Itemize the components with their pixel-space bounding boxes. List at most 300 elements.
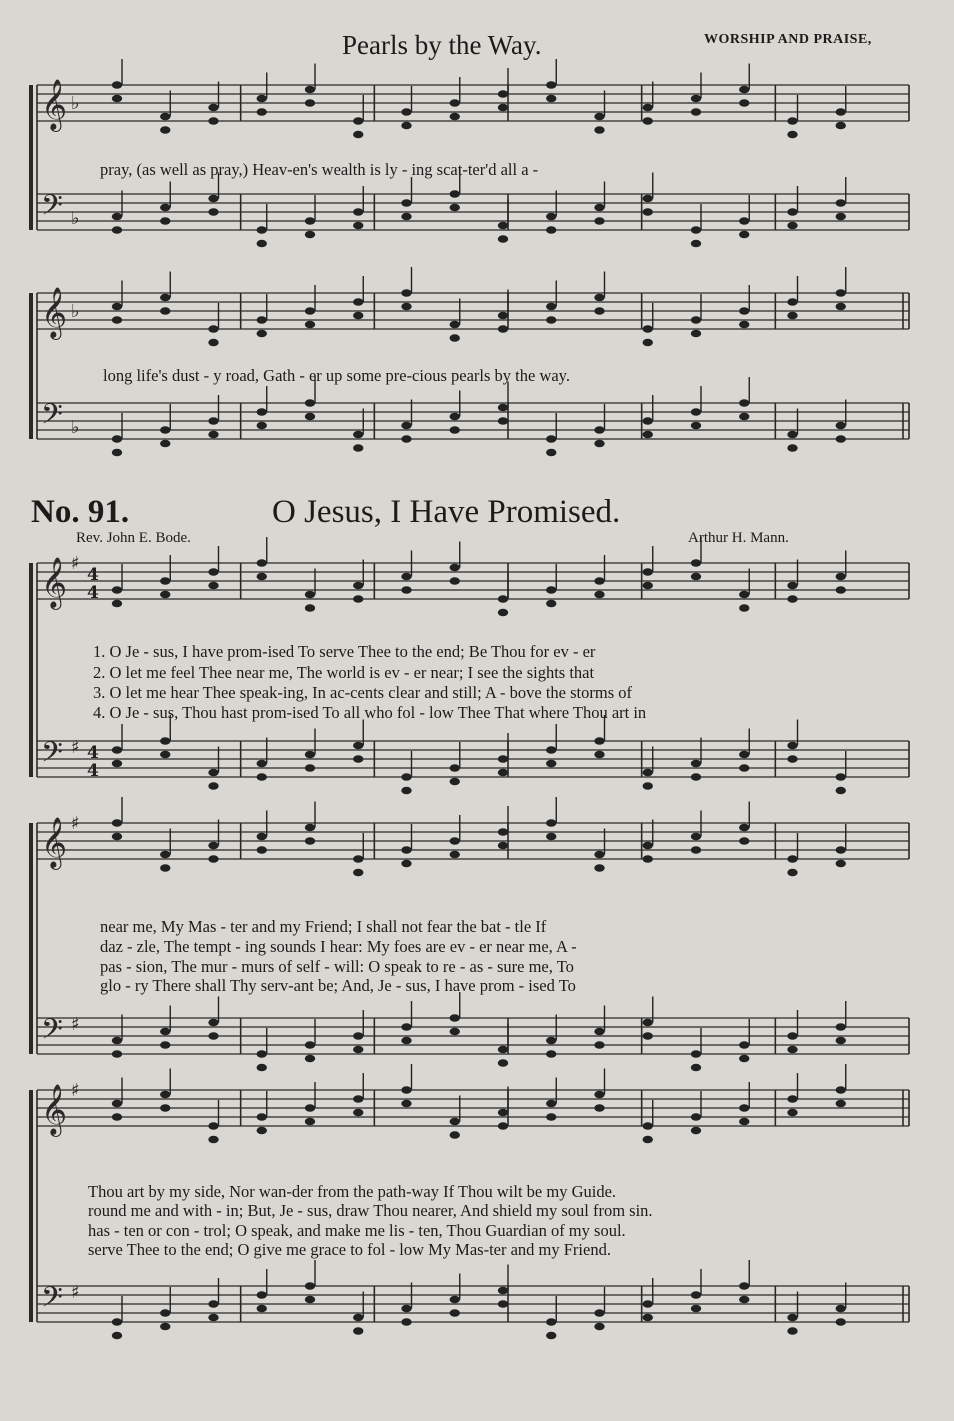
note-head — [112, 819, 122, 827]
note-head — [643, 568, 653, 576]
note-head — [787, 312, 797, 320]
note-head — [257, 226, 267, 234]
note-head — [739, 86, 749, 94]
note-head — [739, 751, 749, 759]
note-head — [305, 824, 315, 832]
note-head — [450, 851, 460, 859]
note-head — [450, 577, 460, 585]
note-head — [353, 208, 363, 216]
note-head — [787, 222, 797, 230]
note-head — [208, 1300, 218, 1308]
note-head — [787, 869, 797, 877]
note-head — [305, 604, 315, 612]
note-head — [739, 764, 749, 772]
note-head — [208, 842, 218, 850]
note-head — [208, 1032, 218, 1040]
note-head — [257, 760, 267, 768]
note-head — [257, 559, 267, 567]
note-head — [498, 1300, 508, 1308]
note-head — [594, 204, 604, 212]
note-head — [643, 1122, 653, 1130]
song-title-top: Pearls by the Way. — [342, 30, 542, 60]
note-head — [787, 582, 797, 590]
note-head — [112, 435, 122, 443]
note-head — [305, 1055, 315, 1063]
note-head — [546, 1113, 556, 1121]
note-head — [112, 316, 122, 324]
note-head — [739, 217, 749, 225]
note-head — [257, 1305, 267, 1313]
note-head — [594, 751, 604, 759]
treble-clef-icon: 𝄞 — [41, 1084, 68, 1135]
note-head — [401, 787, 411, 795]
note-head — [836, 1086, 846, 1094]
note-head — [112, 760, 122, 768]
note-head — [836, 1037, 846, 1045]
note-head — [739, 824, 749, 832]
sharp-icon: ♯ — [71, 1282, 80, 1303]
time-signature: 4 — [87, 583, 99, 603]
note-head — [353, 742, 363, 750]
note-head — [787, 742, 797, 750]
note-head — [643, 339, 653, 347]
note-head — [643, 769, 653, 777]
note-head — [450, 778, 460, 786]
note-head — [739, 604, 749, 612]
note-head — [353, 298, 363, 306]
note-head — [498, 417, 508, 425]
note-head — [208, 208, 218, 216]
note-head — [257, 1291, 267, 1299]
flat-icon: ♭ — [71, 417, 80, 438]
note-head — [305, 307, 315, 315]
note-head — [160, 737, 170, 745]
note-head — [643, 1300, 653, 1308]
note-head — [112, 746, 122, 754]
note-head — [401, 846, 411, 854]
note-head — [739, 1282, 749, 1290]
note-head — [594, 1309, 604, 1317]
note-head — [739, 1296, 749, 1304]
note-head — [401, 1086, 411, 1094]
composer-credit: Arthur H. Mann. — [688, 530, 789, 546]
note-head — [353, 595, 363, 603]
note-head — [546, 1332, 556, 1340]
note-head — [498, 595, 508, 603]
section-header: WORSHIP AND PRAISE, — [704, 32, 872, 47]
treble-clef-icon: 𝄞 — [41, 287, 68, 338]
note-head — [836, 435, 846, 443]
note-head — [401, 1023, 411, 1031]
note-head — [546, 81, 556, 89]
note-head — [836, 289, 846, 297]
note-head — [112, 213, 122, 221]
note-head — [836, 860, 846, 868]
lyricist-credit: Rev. John E. Bode. — [76, 530, 191, 546]
note-head — [208, 1136, 218, 1144]
note-head — [594, 217, 604, 225]
hymn-title: O Jesus, I Have Promised. — [272, 494, 621, 530]
note-head — [208, 769, 218, 777]
note-head — [643, 855, 653, 863]
note-head — [353, 444, 363, 452]
lyric-line: 3. O let me hear Thee speak-ing, In ac-cents clear and still; A - bove the storms of — [93, 683, 632, 702]
note-head — [643, 208, 653, 216]
note-head — [739, 99, 749, 107]
note-head — [546, 586, 556, 594]
note-head — [353, 582, 363, 590]
note-head — [305, 751, 315, 759]
note-head — [208, 104, 218, 112]
note-head — [498, 325, 508, 333]
note-head — [353, 117, 363, 125]
note-head — [160, 426, 170, 434]
note-head — [305, 413, 315, 421]
note-head — [208, 417, 218, 425]
note-head — [691, 1127, 701, 1135]
note-head — [787, 298, 797, 306]
note-head — [594, 737, 604, 745]
note-head — [691, 226, 701, 234]
note-head — [739, 1118, 749, 1126]
note-head — [401, 1318, 411, 1326]
note-head — [739, 1104, 749, 1112]
lyric-line: pray, (as well as pray,) Heav-en's wealth is ly - ing scat-ter'd all a - — [100, 160, 539, 179]
note-head — [739, 307, 749, 315]
note-head — [594, 294, 604, 302]
note-head — [594, 591, 604, 599]
note-head — [401, 1037, 411, 1045]
note-head — [594, 126, 604, 134]
note-head — [787, 855, 797, 863]
note-head — [787, 208, 797, 216]
note-head — [450, 837, 460, 845]
note-head — [691, 316, 701, 324]
note-head — [353, 1032, 363, 1040]
note-head — [401, 422, 411, 430]
flat-icon: ♭ — [71, 301, 80, 322]
note-head — [208, 855, 218, 863]
note-head — [836, 422, 846, 430]
note-head — [450, 190, 460, 198]
note-head — [739, 837, 749, 845]
note-head — [353, 1109, 363, 1117]
note-head — [546, 600, 556, 608]
note-head — [305, 1041, 315, 1049]
note-head — [546, 435, 556, 443]
note-head — [401, 122, 411, 130]
note-head — [257, 1113, 267, 1121]
note-head — [498, 235, 508, 243]
note-head — [160, 864, 170, 872]
note-head — [836, 1318, 846, 1326]
note-head — [546, 449, 556, 457]
note-head — [836, 213, 846, 221]
note-head — [208, 117, 218, 125]
note-head — [401, 573, 411, 581]
flat-icon: ♭ — [71, 93, 80, 114]
note-head — [498, 842, 508, 850]
note-head — [691, 1050, 701, 1058]
note-head — [546, 760, 556, 768]
note-head — [112, 81, 122, 89]
note-head — [691, 573, 701, 581]
note-head — [836, 1100, 846, 1108]
note-head — [594, 113, 604, 121]
bass-clef-icon: 𝄢 — [41, 736, 63, 776]
note-head — [353, 131, 363, 139]
note-head — [643, 195, 653, 203]
note-head — [546, 833, 556, 841]
note-head — [305, 321, 315, 329]
note-head — [787, 1046, 797, 1054]
note-head — [787, 755, 797, 763]
lyric-line: 1. O Je - sus, I have prom-ised To serve Thee to the end; Be Thou for ev - er — [93, 642, 596, 661]
note-head — [353, 1046, 363, 1054]
note-head — [112, 586, 122, 594]
note-head — [691, 330, 701, 338]
note-head — [643, 417, 653, 425]
lyric-line: daz - zle, The tempt - ing sounds I hear: My foes are ev - er near me, A - — [100, 937, 577, 956]
note-head — [691, 240, 701, 248]
note-head — [546, 316, 556, 324]
note-head — [739, 591, 749, 599]
note-head — [401, 108, 411, 116]
note-head — [305, 231, 315, 239]
note-head — [546, 1050, 556, 1058]
note-head — [643, 117, 653, 125]
sharp-icon: ♯ — [71, 1080, 80, 1101]
note-head — [691, 408, 701, 416]
note-head — [546, 1100, 556, 1108]
note-head — [594, 1323, 604, 1331]
note-head — [787, 1327, 797, 1335]
note-head — [787, 431, 797, 439]
note-head — [836, 773, 846, 781]
note-head — [208, 431, 218, 439]
note-head — [160, 204, 170, 212]
note-head — [353, 855, 363, 863]
note-head — [353, 312, 363, 320]
bass-clef-icon: 𝄢 — [41, 1013, 63, 1053]
note-head — [643, 782, 653, 790]
lyric-line: Thou art by my side, Nor wan-der from the path-way If Thou wilt be my Guide. — [88, 1182, 617, 1201]
note-head — [643, 431, 653, 439]
note-head — [305, 591, 315, 599]
note-head — [546, 95, 556, 103]
note-head — [498, 404, 508, 412]
note-head — [643, 842, 653, 850]
note-head — [498, 1122, 508, 1130]
note-head — [353, 1095, 363, 1103]
note-head — [353, 1314, 363, 1322]
note-head — [498, 90, 508, 98]
note-head — [787, 1095, 797, 1103]
note-head — [353, 869, 363, 877]
note-head — [305, 1104, 315, 1112]
note-head — [160, 1028, 170, 1036]
note-head — [160, 751, 170, 759]
note-head — [643, 1032, 653, 1040]
note-head — [450, 764, 460, 772]
note-head — [450, 204, 460, 212]
note-head — [353, 1327, 363, 1335]
note-head — [160, 1091, 170, 1099]
note-head — [594, 307, 604, 315]
note-head — [401, 435, 411, 443]
note-head — [305, 1282, 315, 1290]
note-head — [450, 564, 460, 572]
note-head — [208, 568, 218, 576]
note-head — [691, 846, 701, 854]
note-head — [739, 1055, 749, 1063]
note-head — [643, 582, 653, 590]
sharp-icon: ♯ — [71, 737, 80, 758]
note-head — [112, 1113, 122, 1121]
note-head — [208, 1122, 218, 1130]
note-head — [257, 1064, 267, 1072]
note-head — [257, 846, 267, 854]
note-head — [112, 833, 122, 841]
note-head — [112, 226, 122, 234]
note-head — [787, 117, 797, 125]
note-head — [160, 217, 170, 225]
note-head — [112, 1318, 122, 1326]
sharp-icon: ♯ — [71, 553, 80, 574]
note-head — [160, 126, 170, 134]
note-head — [450, 413, 460, 421]
note-head — [836, 586, 846, 594]
lyric-line: glo - ry There shall Thy serv-ant be; And, Je - sus, I have prom - ised To — [100, 976, 576, 995]
note-head — [787, 1314, 797, 1322]
note-head — [546, 1037, 556, 1045]
note-head — [787, 131, 797, 139]
note-head — [305, 1296, 315, 1304]
note-head — [594, 1091, 604, 1099]
note-head — [691, 1291, 701, 1299]
note-head — [257, 1127, 267, 1135]
note-head — [257, 422, 267, 430]
note-head — [160, 1323, 170, 1331]
bass-clef-icon: 𝄢 — [41, 189, 63, 229]
note-head — [450, 1309, 460, 1317]
note-head — [450, 1296, 460, 1304]
note-head — [498, 609, 508, 617]
note-head — [208, 325, 218, 333]
note-head — [643, 325, 653, 333]
note-head — [305, 217, 315, 225]
note-head — [594, 1104, 604, 1112]
note-head — [498, 1059, 508, 1067]
note-head — [353, 431, 363, 439]
note-head — [691, 1305, 701, 1313]
note-head — [401, 1100, 411, 1108]
note-head — [498, 1287, 508, 1295]
note-head — [594, 440, 604, 448]
note-head — [305, 1118, 315, 1126]
note-head — [691, 559, 701, 567]
note-head — [450, 113, 460, 121]
note-head — [208, 339, 218, 347]
note-head — [353, 755, 363, 763]
sharp-icon: ♯ — [71, 813, 80, 834]
bass-clef-icon: 𝄢 — [41, 398, 63, 438]
note-head — [257, 95, 267, 103]
note-head — [836, 122, 846, 130]
lyric-line: serve Thee to the end; O give me grace to fol - low My Mas-ter and my Friend. — [88, 1240, 611, 1259]
note-head — [691, 760, 701, 768]
time-signature: 4 — [87, 743, 99, 763]
note-head — [594, 426, 604, 434]
note-head — [160, 307, 170, 315]
note-head — [160, 851, 170, 859]
note-head — [112, 1050, 122, 1058]
note-head — [787, 1032, 797, 1040]
note-head — [546, 1318, 556, 1326]
note-head — [498, 769, 508, 777]
note-head — [546, 226, 556, 234]
lyric-line: 2. O let me feel Thee near me, The world is ev - er near; I see the sights that — [93, 663, 595, 682]
note-head — [643, 1314, 653, 1322]
note-head — [305, 764, 315, 772]
note-head — [160, 577, 170, 585]
note-head — [836, 199, 846, 207]
note-head — [257, 573, 267, 581]
note-head — [691, 1113, 701, 1121]
note-head — [450, 1131, 460, 1139]
treble-clef-icon: 𝄞 — [41, 817, 68, 868]
note-head — [594, 577, 604, 585]
note-head — [691, 833, 701, 841]
note-head — [450, 426, 460, 434]
note-head — [112, 449, 122, 457]
note-head — [257, 773, 267, 781]
note-head — [160, 113, 170, 121]
note-head — [787, 1109, 797, 1117]
note-head — [160, 1104, 170, 1112]
note-head — [112, 1100, 122, 1108]
note-head — [112, 303, 122, 311]
note-head — [643, 1019, 653, 1027]
note-head — [112, 1037, 122, 1045]
note-head — [305, 837, 315, 845]
note-head — [208, 1314, 218, 1322]
time-signature: 4 — [87, 565, 99, 585]
lyric-line: near me, My Mas - ter and my Friend; I shall not fear the bat - tle If — [100, 917, 547, 936]
note-head — [401, 1305, 411, 1313]
note-head — [401, 773, 411, 781]
bass-clef-icon: 𝄢 — [41, 1281, 63, 1321]
note-head — [691, 1064, 701, 1072]
note-head — [836, 108, 846, 116]
note-head — [739, 231, 749, 239]
note-head — [739, 321, 749, 329]
note-head — [836, 787, 846, 795]
note-head — [546, 819, 556, 827]
note-head — [498, 755, 508, 763]
treble-clef-icon: 𝄞 — [41, 557, 68, 608]
note-head — [594, 1041, 604, 1049]
note-head — [257, 408, 267, 416]
note-head — [498, 312, 508, 320]
note-head — [257, 1050, 267, 1058]
note-head — [112, 1332, 122, 1340]
flat-icon: ♭ — [71, 208, 80, 229]
note-head — [401, 199, 411, 207]
note-head — [498, 1046, 508, 1054]
note-head — [691, 773, 701, 781]
note-head — [208, 782, 218, 790]
